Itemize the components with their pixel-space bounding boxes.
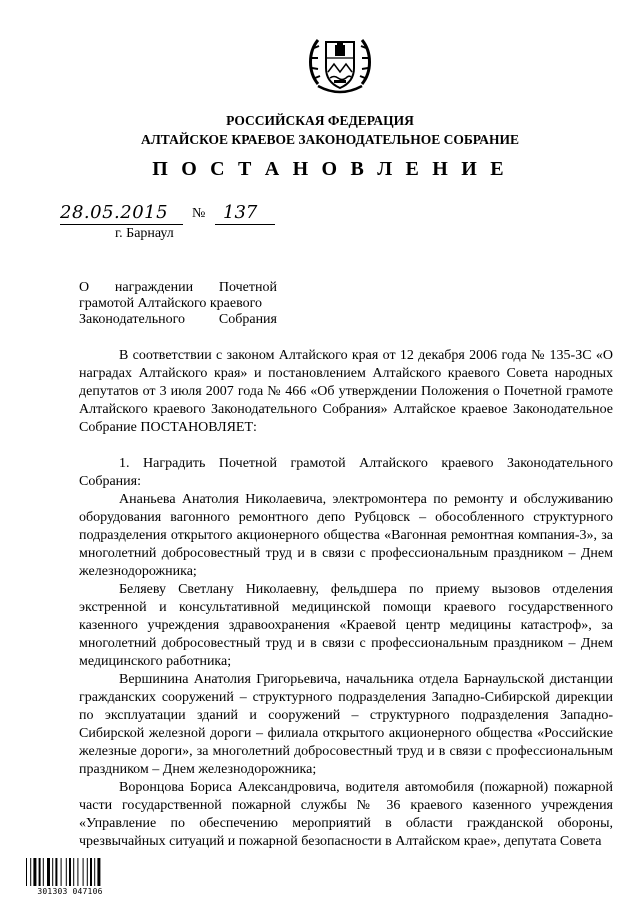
- barcode-bar: [33, 858, 36, 886]
- barcode-bar: [52, 858, 53, 886]
- award-paragraph: Воронцова Бориса Александровича, водителя автомобиля (пожарной) пожарной части государственной пожарной службы № 36 краевого казенного учреждения «Управление по обеспечению мероприятий в области гражданской обороны, чрезвычайных ситуаций и пожарной безопасности в Алтайском крае», депутата Совета: [79, 780, 613, 849]
- subject-block: [79, 280, 277, 328]
- document-body: [79, 347, 613, 851]
- preamble-paragraph: В соответствии с законом Алтайского края от 12 декабря 2006 года № 135-ЗС «О наградах Алтайского края» и постановлением Алтайского краевого Совета народных депутатов от 3 июля 2007 года № 466 «Об утверждении Положения о Почетной грамоте Алтайского краевого Законодательного Собрания» Алтайское краевое Законодательное Собрание ПОСТАНОВЛЯЕТ:: [79, 348, 613, 435]
- document-date: 28.05.2015: [60, 202, 169, 223]
- document-number: 137: [223, 202, 258, 223]
- barcode-bar: [30, 858, 31, 886]
- document-title: П О С Т А Н О В Л Е Н И Е: [152, 158, 508, 180]
- barcode-bar: [90, 858, 92, 886]
- city-label: г. Барнаул: [115, 226, 174, 241]
- barcode-bar: [55, 858, 57, 886]
- subject-word: О: [79, 280, 90, 295]
- subject-word: Почетной: [218, 280, 277, 295]
- altai-coat-of-arms-icon: [304, 28, 376, 100]
- date-underline: [60, 224, 183, 225]
- date-number-line: [60, 202, 300, 226]
- subject-word: Законодательного: [79, 312, 185, 327]
- award-paragraph: Ананьева Анатолия Николаевича, электромонтера по ремонту и обслуживанию оборудования вагонного ремонтного депо Рубцовск – обособленного структурного подразделения открытого акционерного общества «Вагонная ремонтная компания-3», за многолетний добросовестный труд и в связи с профессиональным праздником – Днем железнодорожника;: [79, 492, 613, 579]
- barcode-bar: [69, 858, 71, 886]
- barcode-bar: [94, 858, 95, 886]
- item-paragraph: 1. Наградить Почетной грамотой Алтайского краевого Законодательного Собрания:: [79, 456, 613, 489]
- barcode-bar: [43, 858, 44, 886]
- subject-line: грамотой Алтайского краевого: [79, 296, 262, 311]
- barcode-bar: [87, 858, 88, 886]
- country-heading: РОССИЙСКАЯ ФЕДЕРАЦИЯ: [226, 113, 414, 128]
- number-underline: [215, 224, 275, 225]
- subject-word: Собрания: [218, 312, 277, 327]
- barcode-bar: [83, 858, 84, 886]
- award-paragraph: Вершинина Анатолия Григорьевича, начальника отдела Барнаульской дистанции гражданских сооружений – структурного подразделения Западно-Сибирской дирекции по эксплуатации зданий и сооружений – структурного подразделения Западно-Сибирской железной дороги – филиала открытого акционерного общества «Российские железные дороги», за многолетний добросовестный труд и в связи с профессиональным праздником – Днем железнодорожника;: [79, 672, 613, 777]
- barcode-bar: [47, 858, 50, 886]
- barcode-bar: [61, 858, 62, 886]
- barcode-bar: [97, 858, 100, 886]
- barcode-bar: [39, 858, 41, 886]
- assembly-heading: АЛТАЙСКОЕ КРАЕВОЕ ЗАКОНОДАТЕЛЬНОЕ СОБРАНИЕ: [140, 132, 520, 147]
- subject-word: награждении: [114, 280, 194, 295]
- number-label: №: [192, 206, 206, 221]
- barcode-bar: [66, 858, 67, 886]
- barcode-bar: [26, 858, 27, 886]
- barcode-digits: 301303 047106: [37, 887, 103, 896]
- barcode-bar: [77, 858, 78, 886]
- barcode-bar: [73, 858, 74, 886]
- award-paragraph: Беляеву Светлану Николаевну, фельдшера по приему вызовов отделения экстренной и консультативной медицинской помощи краевого государственного казенного учреждения здравоохранения «Краевой центр медицины катастроф», за многолетний добросовестный труд и в связи с профессиональным праздником – Днем медицинского работника;: [79, 582, 613, 669]
